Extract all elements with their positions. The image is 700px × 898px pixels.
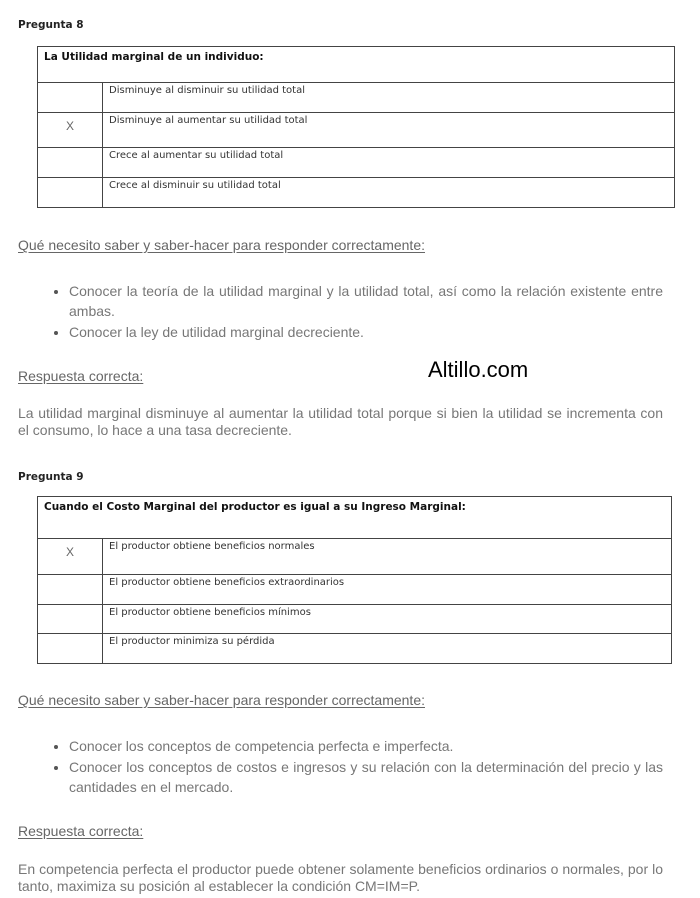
option-row <box>38 634 672 664</box>
option-text: El productor obtiene beneficios mínimos <box>103 605 672 634</box>
answer-mark <box>38 148 103 178</box>
option-row <box>38 539 672 575</box>
option-row <box>38 605 672 634</box>
watermark-text: Altillo.com <box>428 357 529 382</box>
list-item: • Conocer los conceptos de costos e ingresos y su relación con la determinación del precio y las cantidades en el mercado. <box>69 757 663 797</box>
answer-mark <box>38 634 103 664</box>
answer-mark: X <box>38 539 103 575</box>
list-item: • Conocer la ley de utilidad marginal decreciente. <box>69 322 663 342</box>
question-8-table <box>37 46 675 208</box>
answer-text: La utilidad marginal disminuye al aumentar la utilidad total porque si bien la utilidad se incrementa con el consumo, lo hace a una tasa decreciente. <box>18 405 663 438</box>
option-row <box>38 575 672 605</box>
option-text: Disminuye al aumentar su utilidad total <box>103 113 675 148</box>
option-row <box>38 113 675 148</box>
answer-mark <box>38 605 103 634</box>
question-9-header: Cuando el Costo Marginal del productor es igual a su Ingreso Marginal: <box>38 497 672 539</box>
answer-mark: X <box>38 113 103 148</box>
question-8-title: Pregunta 8 <box>18 19 84 31</box>
list-item: • Conocer los conceptos de competencia perfecta e imperfecta. <box>69 736 663 756</box>
option-row <box>38 148 675 178</box>
option-text: Disminuye al disminuir su utilidad total <box>103 83 675 113</box>
option-row <box>38 178 675 208</box>
knowledge-heading: Qué necesito saber y saber-hacer para responder correctamente: <box>18 237 425 253</box>
option-text: Crece al disminuir su utilidad total <box>103 178 675 208</box>
option-text: El productor obtiene beneficios extraordinarios <box>103 575 672 605</box>
question-9-title: Pregunta 9 <box>18 471 84 483</box>
option-text: El productor obtiene beneficios normales <box>103 539 672 575</box>
knowledge-heading: Qué necesito saber y saber-hacer para responder correctamente: <box>18 692 425 708</box>
question-9-table <box>37 496 672 664</box>
answer-heading: Respuesta correcta: <box>18 823 144 839</box>
answer-heading: Respuesta correcta: <box>18 368 144 384</box>
answer-mark <box>38 575 103 605</box>
answer-mark <box>38 178 103 208</box>
answer-mark <box>38 83 103 113</box>
option-text: El productor minimiza su pérdida <box>103 634 672 664</box>
answer-text: En competencia perfecta el productor puede obtener solamente beneficios ordinarios o normales, por lo tanto, maximiza su posición al establecer la condición CM=IM=P. <box>18 861 663 894</box>
question-8-header: La Utilidad marginal de un individuo: <box>38 47 675 83</box>
knowledge-list <box>40 736 663 798</box>
option-text: Crece al aumentar su utilidad total <box>103 148 675 178</box>
list-item: • Conocer la teoría de la utilidad marginal y la utilidad total, así como la relación existente entre ambas. <box>69 281 663 321</box>
knowledge-list <box>40 281 663 343</box>
option-row <box>38 83 675 113</box>
